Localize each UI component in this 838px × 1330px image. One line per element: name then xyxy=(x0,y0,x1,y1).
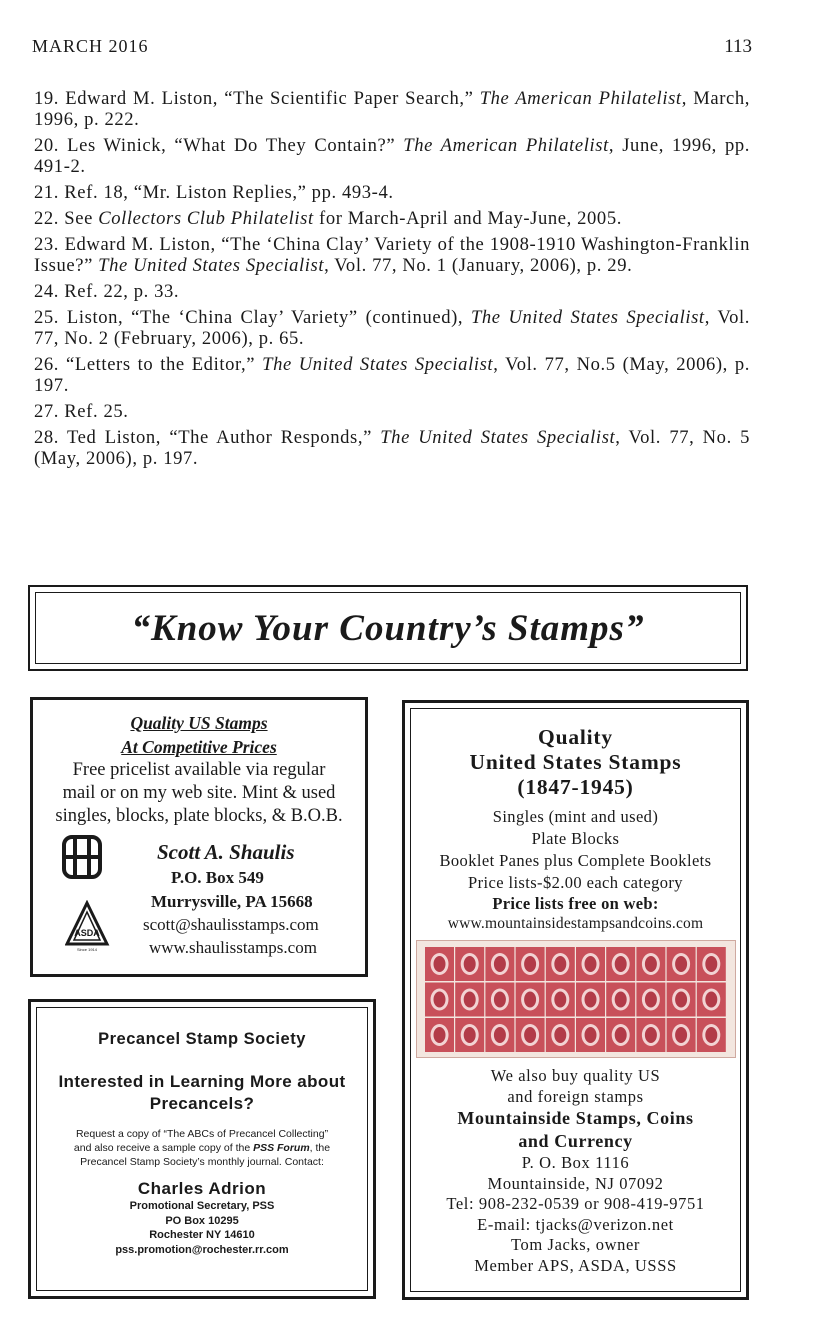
reference-item: 23. Edward M. Liston, “The ‘China Clay’ Variety of the 1908-1910 Washington-Franklin Issue?” The United States Specialist, Vol. 77, No. 1 (January, 2006), p. 29. xyxy=(34,234,750,276)
mountainside-heading-1: Quality xyxy=(538,725,613,749)
precancel-body: Request a copy of “The ABCs of Precancel Collecting” and also receive a sample copy of the PSS Forum, the Precancel Stamp Society’s monthly journal. Contact: xyxy=(73,1128,331,1168)
stamp xyxy=(636,983,665,1017)
stamp xyxy=(576,1018,605,1052)
precancel-email[interactable]: pss.promotion@rochester.rr.com xyxy=(115,1243,289,1256)
stamp xyxy=(666,1018,695,1052)
stamp xyxy=(515,947,544,981)
precancel-contact-name: Charles Adrion xyxy=(137,1179,267,1198)
mountainside-line-2: Plate Blocks xyxy=(531,829,620,848)
asda-logo-icon xyxy=(65,900,125,952)
mountainside-company-1: Mountainside Stamps, Coins xyxy=(457,1108,694,1128)
mountainside-phone: Tel: 908-232-0539 or 908-419-9751 xyxy=(446,1194,705,1213)
stamp xyxy=(696,947,725,981)
stamp xyxy=(515,983,544,1017)
shaulis-city: Murrysville, PA 15668 xyxy=(151,892,313,911)
precancel-title: Precancel Stamp Society xyxy=(98,1030,306,1048)
shaulis-email[interactable]: scott@shaulisstamps.com xyxy=(143,915,319,934)
stamp xyxy=(576,947,605,981)
stamp xyxy=(666,983,695,1017)
stamp xyxy=(606,983,635,1017)
shaulis-ad xyxy=(30,697,368,977)
mountainside-website[interactable]: www.mountainsidestampsandcoins.com xyxy=(447,915,704,932)
precancel-city: Rochester NY 14610 xyxy=(149,1229,255,1241)
shaulis-body-2: mail or on my web site. Mint & used xyxy=(62,783,336,803)
stamp xyxy=(485,983,514,1017)
reference-list xyxy=(34,88,750,474)
stamp xyxy=(666,947,695,981)
stamp xyxy=(696,983,725,1017)
stamp xyxy=(425,947,454,981)
stamp xyxy=(545,947,574,981)
reference-item: 25. Liston, “The ‘China Clay’ Variety” (continued), The United States Specialist, Vol. 77, No. 2 (February, 2006), p. 65. xyxy=(34,307,750,349)
precancel-role: Promotional Secretary, PSS xyxy=(129,1200,275,1212)
mountainside-company-2: and Currency xyxy=(518,1131,633,1151)
shaulis-box: P.O. Box 549 xyxy=(171,868,264,887)
mountainside-line-5: Price lists free on web: xyxy=(492,894,659,913)
pss-forum-title: PSS Forum xyxy=(253,1142,310,1154)
mountainside-line-4: Price lists-$2.00 each category xyxy=(468,873,683,892)
mountainside-owner: Tom Jacks, owner xyxy=(511,1235,640,1254)
mountainside-heading-2: United States Stamps xyxy=(469,750,682,774)
reference-item: 27. Ref. 25. xyxy=(34,401,129,422)
asda-logo-sub: Since 1914 xyxy=(76,947,98,952)
banner-title: “Know Your Country’s Stamps” xyxy=(131,607,645,649)
shaulis-body-1: Free pricelist available via regular xyxy=(72,760,326,780)
reference-item: 26. “Letters to the Editor,” The United States Specialist, Vol. 77, No.5 (May, 2006), p. 197. xyxy=(34,354,751,396)
running-header-date: MARCH 2016 xyxy=(32,36,149,56)
reference-item: 22. See Collectors Club Philatelist for March-April and May-June, 2005. xyxy=(34,208,622,229)
asda-logo-label: ASDA xyxy=(74,928,100,938)
mountainside-ad xyxy=(402,700,749,1300)
mountainside-buy-1: We also buy quality US xyxy=(490,1066,661,1085)
shaulis-name: Scott A. Shaulis xyxy=(157,840,295,864)
stamp xyxy=(455,1018,484,1052)
mountainside-heading-3: (1847-1945) xyxy=(517,775,634,799)
stamp xyxy=(425,983,454,1017)
precancel-box: PO Box 10295 xyxy=(165,1214,239,1227)
reference-item: 20. Les Winick, “What Do They Contain?” The American Philatelist, June, 1996, pp. 491-2. xyxy=(34,135,750,177)
stamp xyxy=(515,1018,544,1052)
stamp xyxy=(606,947,635,981)
stamp xyxy=(545,1018,574,1052)
precancel-ad xyxy=(28,999,376,1299)
stamp xyxy=(485,947,514,981)
mountainside-line-1: Singles (mint and used) xyxy=(492,807,659,826)
mountainside-email[interactable]: E-mail: tjacks@verizon.net xyxy=(477,1214,674,1234)
reference-item: 28. Ted Liston, “The Author Responds,” The United States Specialist, Vol. 77, No. 5 (May, 2006), p. 197. xyxy=(34,427,751,469)
reference-item: 21. Ref. 18, “Mr. Liston Replies,” pp. 493-4. xyxy=(34,182,394,203)
stamp xyxy=(455,947,484,981)
stamp-grid xyxy=(417,941,735,1057)
mountainside-city: Mountainside, NJ 07092 xyxy=(487,1173,664,1193)
precancel-headline: Interested in Learning More about Precancels? xyxy=(58,1072,346,1113)
mountainside-box: P. O. Box 1116 xyxy=(521,1153,630,1172)
aps-logo-icon xyxy=(61,834,103,880)
shaulis-website[interactable]: www.shaulisstamps.com xyxy=(149,938,317,957)
reference-item: 19. Edward M. Liston, “The Scientific Paper Search,” The American Philatelist, March, 1996, p. 222. xyxy=(34,88,750,130)
stamp xyxy=(696,1018,725,1052)
shaulis-body-3: singles, blocks, plate blocks, & B.O.B. xyxy=(55,806,343,826)
mountainside-buy-2: and foreign stamps xyxy=(507,1086,644,1106)
mountainside-membership: Member APS, ASDA, USSS xyxy=(474,1255,677,1275)
shaulis-title-2: At Competitive Prices xyxy=(121,737,277,757)
stamp xyxy=(455,983,484,1017)
stamp xyxy=(545,983,574,1017)
stamp xyxy=(636,947,665,981)
stamp-plate-block-image xyxy=(416,940,736,1058)
stamp xyxy=(636,1018,665,1052)
stamp xyxy=(576,983,605,1017)
reference-item: 24. Ref. 22, p. 33. xyxy=(34,281,180,302)
stamp xyxy=(485,1018,514,1052)
mountainside-line-3: Booklet Panes plus Complete Booklets xyxy=(439,851,712,870)
section-banner xyxy=(28,585,748,671)
stamp xyxy=(606,1018,635,1052)
stamp xyxy=(425,1018,454,1052)
shaulis-title-1: Quality US Stamps xyxy=(130,713,268,733)
page-number: 113 xyxy=(724,36,752,57)
